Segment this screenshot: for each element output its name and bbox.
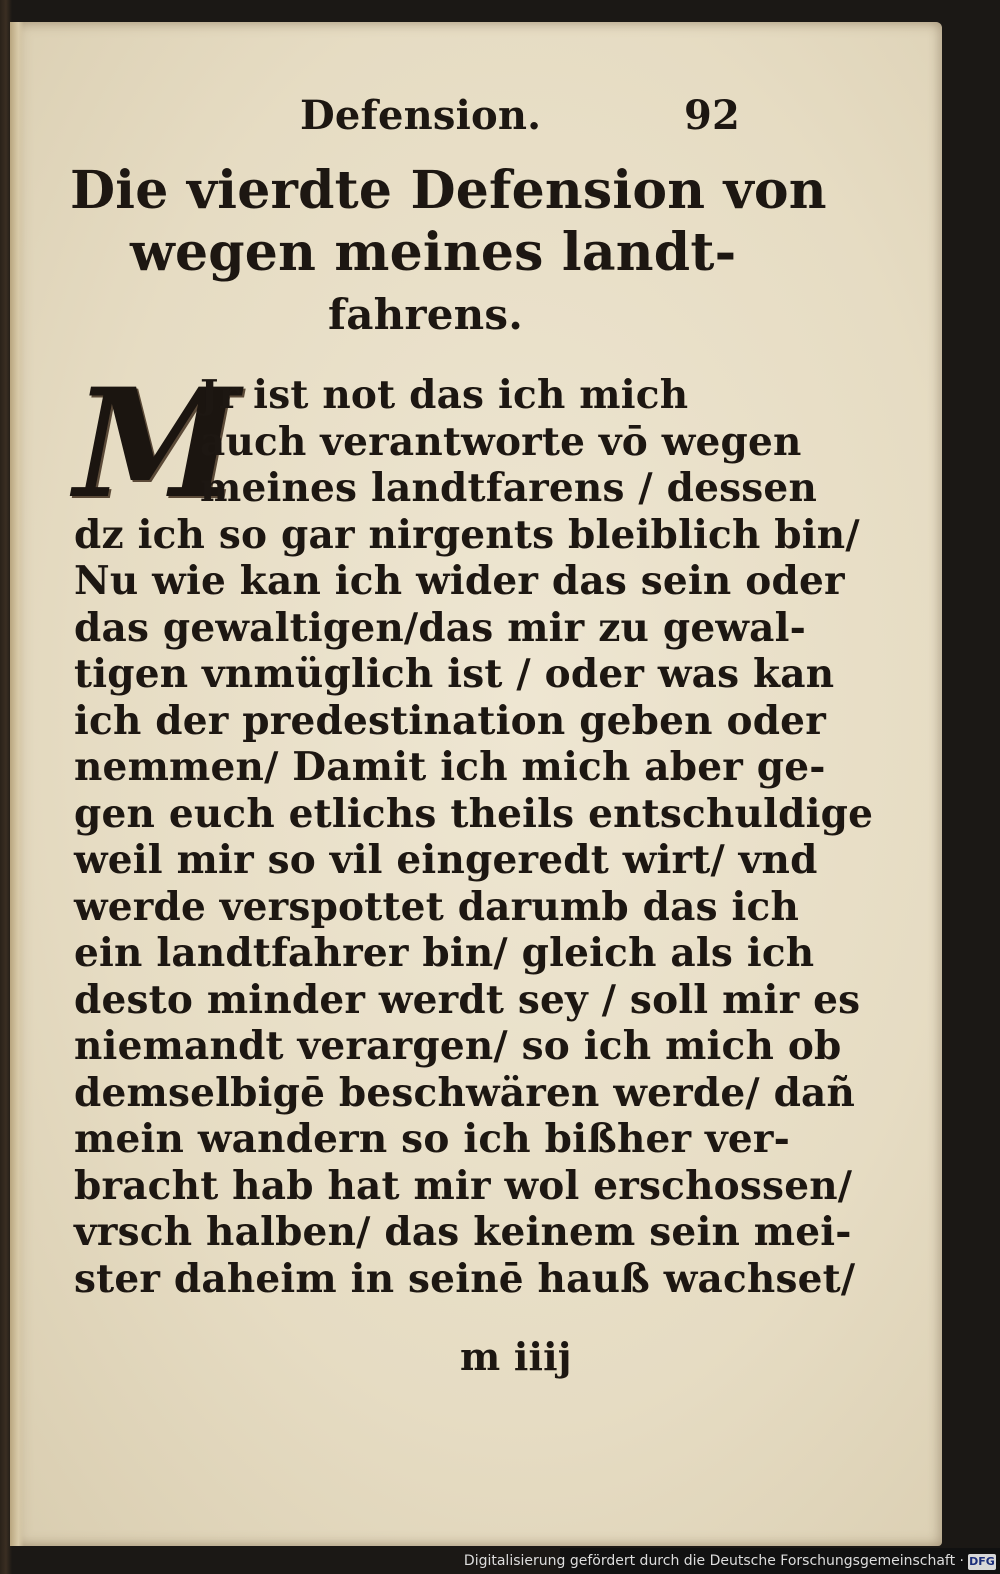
dfg-logo-badge: DFG [969,1555,995,1568]
text-line: desto minder werdt sey / soll mir es [74,976,861,1023]
text-line: meines landtfarens / dessen [200,465,818,511]
running-head: Defension. [300,92,542,139]
text-line: niemandt verargen/ so ich mich ob [74,1023,842,1069]
page-number: 92 [684,92,741,139]
text-line: nemmen/ Damit ich mich aber ge- [74,744,826,790]
text-line: Jr ist not das ich mich [200,372,689,418]
text-line: auch verantworte vō wegen [200,418,802,465]
heading-line: Die vierdte Defension von [70,160,827,221]
text-line: ich der predestination geben oder [74,697,826,744]
page-binding-edge [10,22,24,1546]
chapter-heading [70,160,827,346]
text-line: demselbigē beschwären werde/ dañ [74,1069,856,1116]
text-line: dz ich so gar nirgents bleiblich bin/ [74,511,860,558]
text-line: Nu wie kan ich wider das sein oder [74,558,845,604]
text-line: das gewaltigen/das mir zu gewal- [74,604,807,651]
text-line: ein landtfahrer bin/ gleich als ich [74,930,815,976]
text-line: bracht hab hat mir wol erschossen/ [74,1162,853,1209]
text-line: ster daheim in seinē hauß wachset/ [74,1255,856,1302]
text-line: vrsch halben/ das keinem sein mei- [74,1209,852,1255]
text-line: mein wandern so ich bißher ver- [74,1116,791,1162]
footer-credit: Digitalisierung gefördert durch die Deutsche Forschungsgemeinschaft · [463,1553,964,1569]
text-line: gen euch etlichs theils entschuldige [74,790,874,837]
signature-mark: m iiij [460,1334,572,1379]
heading-line: wegen meines landt- [130,222,737,283]
text-line: weil mir so vil eingeredt wirt/ vnd [74,837,818,883]
body-text [74,356,874,1302]
text-line: tigen vnmüglich ist / oder was kan [74,651,835,697]
decorated-initial: M [74,356,241,532]
text-line: werde verspottet darumb das ich [74,883,800,930]
heading-line: fahrens. [328,290,524,339]
